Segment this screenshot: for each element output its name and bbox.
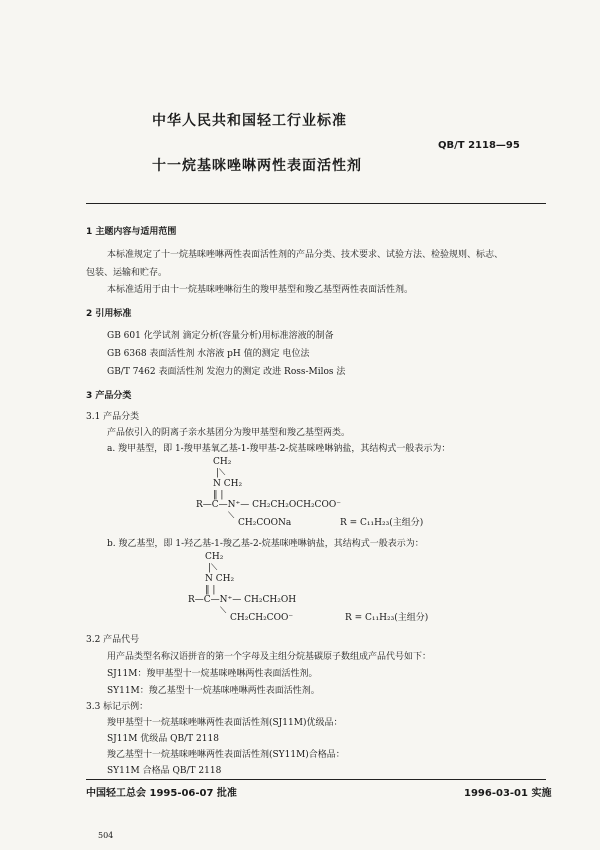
- document-title: 十一烷基咪唑啉两性表面活性剂: [152, 158, 362, 174]
- structure-b-ring-row: N CH₂: [205, 574, 235, 584]
- footer-divider: [86, 779, 546, 780]
- structure-b-ch2: CH₂: [205, 552, 224, 562]
- product-code-1: SJ11M：羧甲基型十一烷基咪唑啉两性表面活性剂。: [107, 669, 318, 679]
- marking-example-2: SJ11M 优级品 QB/T 2118: [107, 734, 219, 744]
- section-1-heading: 1 主题内容与适用范围: [86, 227, 177, 237]
- standard-number: QB/T 2118—95: [438, 140, 520, 151]
- section-1-paragraph-1b: 包装、运输和贮存。: [86, 268, 168, 278]
- subsection-3-1-heading: 3.1 产品分类: [86, 412, 140, 422]
- marking-example-4: SY11M 合格品 QB/T 2118: [107, 766, 222, 776]
- reference-item: GB/T 7462 表面活性剂 发泡力的测定 改进 Ross-Milos 法: [107, 367, 346, 377]
- document-page: 中华人民共和国轻工行业标准 QB/T 2118—95 十一烷基咪唑啉两性表面活性剂 1 主题内容与适用范围 本标准规定了十一烷基咪唑啉两性表面活性剂的产品分类、技术要求、试验方法、检验规则、标志、 包装、运输和贮存。 本标准适用于由十一烷基咪唑啉衍生的羧甲基型和羧乙基型两性表面活性剂。 2 引用标准 GB 601 化学试剂 滴定分析(容量分析)用标准溶液的制备 GB 6368 表面活性剂 水溶液 pH 值的测定 电位法 GB/T 7462 表面活性剂 发泡力的测定 改进 Ross-Milos 法 3 产品分类 3.1 产品分类 产品依引入的阴离子亲水基团分为羧甲基型和羧乙基型两类。 a. 羧甲基型，即 1-羧甲基氧乙基-1-羧甲基-2-烷基咪唑啉钠盐，其结构式一般表示为： CH₂ |⟍ N CH₂ ‖ | R—C—N⁺— CH₂CH₂OCH₂COO⁻ ⟍ CH₂COONa R = C₁₁H₂₃(主组分) b. 羧乙基型，即 1-羟乙基-1-羧乙基-2-烷基咪唑啉钠盐，其结构式一般表示为： CH₂ |⟍ N CH₂ ‖ | R—C—N⁺— CH₂CH₂OH ⟍ CH₂CH₂COO⁻ R = C₁₁H₂₃(主组分) 3.2 产品代号 用产品类型名称汉语拼音的第一个字母及主组分烷基碳原子数组成产品代号如下： SJ11M：羧甲基型十一烷基咪唑啉两性表面活性剂。 SY11M：羧乙基型十一烷基咪唑啉两性表面活性剂。 3.3 标记示例： 羧甲基型十一烷基咪唑啉两性表面活性剂(SJ11M)优级品： SJ11M 优级品 QB/T 2118 羧乙基型十一烷基咪唑啉两性表面活性剂(SY11M)合格品： SY11M 合格品 QB/T 2118 中国轻工总会 1995-06-07 批准 1996-03-01 实施 504: [0, 0, 600, 850]
- page-number: 504: [98, 831, 114, 840]
- structure-a-bottom-group: CH₂COONa: [238, 518, 292, 528]
- item-b-text: b. 羧乙基型，即 1-羟乙基-1-羧乙基-2-烷基咪唑啉钠盐，其结构式一般表示为：: [107, 539, 424, 549]
- approval-line: 中国轻工总会 1995-06-07 批准: [86, 788, 237, 799]
- subsection-3-2-text: 用产品类型名称汉语拼音的第一个字母及主组分烷基碳原子数组成产品代号如下：: [107, 652, 432, 662]
- subsection-3-2-heading: 3.2 产品代号: [86, 635, 140, 645]
- section-3-heading: 3 产品分类: [86, 391, 132, 401]
- subsection-3-3-heading: 3.3 标记示例：: [86, 702, 149, 712]
- section-1-paragraph-1a: 本标准规定了十一烷基咪唑啉两性表面活性剂的产品分类、技术要求、试验方法、检验规则、标志、: [107, 250, 504, 260]
- marking-example-1: 羧甲基型十一烷基咪唑啉两性表面活性剂(SJ11M)优级品：: [107, 718, 343, 728]
- structure-b-bottom-group: CH₂CH₂COO⁻: [230, 613, 294, 623]
- section-1-paragraph-2: 本标准适用于由十一烷基咪唑啉衍生的羧甲基型和羧乙基型两性表面活性剂。: [107, 285, 414, 295]
- section-2-heading: 2 引用标准: [86, 309, 132, 319]
- effective-date: 1996-03-01 实施: [464, 788, 552, 799]
- structure-a-ch2: CH₂: [213, 457, 232, 467]
- structure-b-r-definition: R = C₁₁H₂₃(主组分): [345, 613, 429, 623]
- structure-a-r-definition: R = C₁₁H₂₃(主组分): [340, 518, 424, 528]
- subsection-3-1-text: 产品依引入的阴离子亲水基团分为羧甲基型和羧乙基型两类。: [107, 428, 351, 438]
- reference-item: GB 601 化学试剂 滴定分析(容量分析)用标准溶液的制备: [107, 331, 334, 341]
- structure-b-main-chain: R—C—N⁺— CH₂CH₂OH: [188, 595, 297, 605]
- structure-a-ring-row: N CH₂: [213, 479, 243, 489]
- org-title: 中华人民共和国轻工行业标准: [152, 113, 347, 129]
- product-code-2: SY11M：羧乙基型十一烷基咪唑啉两性表面活性剂。: [107, 686, 320, 696]
- marking-example-3: 羧乙基型十一烷基咪唑啉两性表面活性剂(SY11M)合格品：: [107, 750, 345, 760]
- reference-item: GB 6368 表面活性剂 水溶液 pH 值的测定 电位法: [107, 349, 310, 359]
- header-divider: [86, 203, 546, 204]
- item-a-text: a. 羧甲基型，即 1-羧甲基氧乙基-1-羧甲基-2-烷基咪唑啉钠盐，其结构式一般表示为：: [107, 444, 451, 454]
- structure-a-main-chain: R—C—N⁺— CH₂CH₂OCH₂COO⁻: [196, 500, 341, 510]
